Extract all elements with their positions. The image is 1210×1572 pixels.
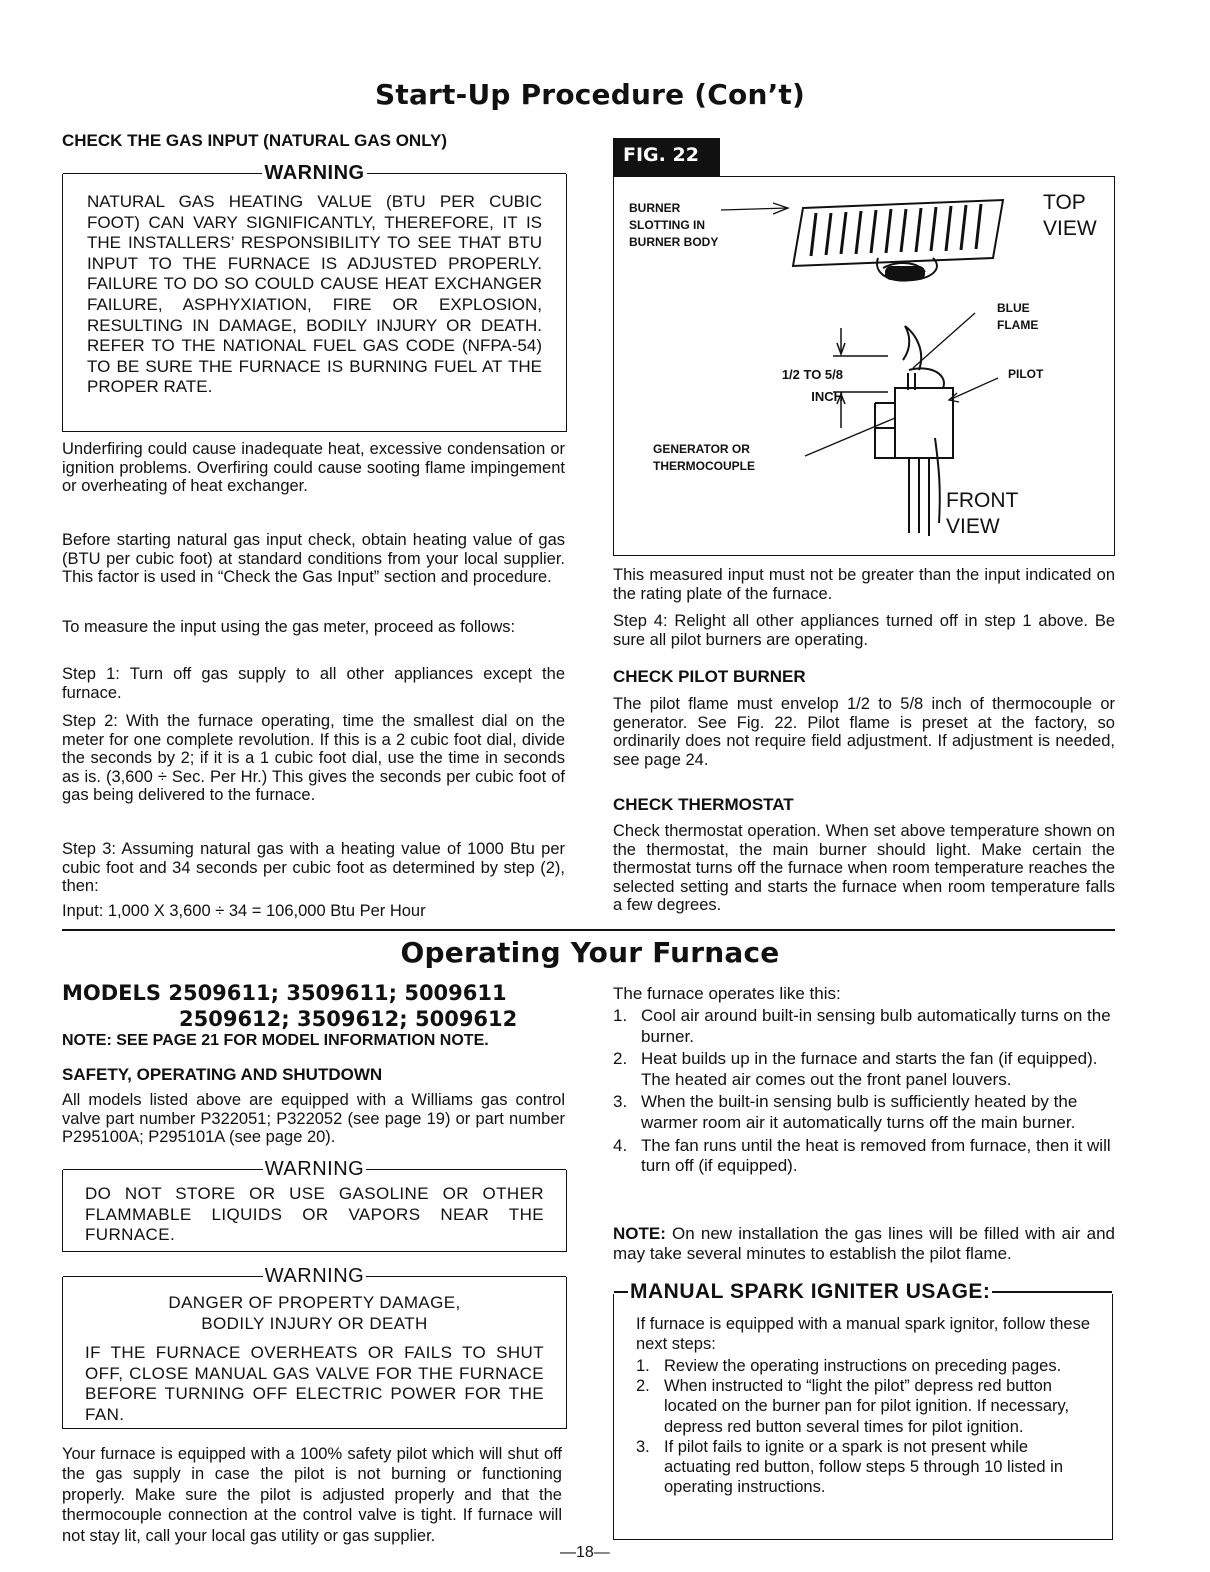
list-item: 4. The fan runs until the heat is removed from furnace, then it will turn off (if equipped). [613, 1135, 1111, 1176]
pilot-label: PILOT [1008, 367, 1044, 381]
check-thermostat-heading: CHECK THERMOSTAT [613, 795, 794, 814]
list-item: 1. Cool air around built-in sensing bulb automatically turns on the burner. [613, 1006, 1111, 1046]
list-item: 3. If pilot fails to ignite or a spark is not present while actuating red button, follow steps 5 through 10 listed in operating instructions. [636, 1437, 1064, 1497]
models-heading [62, 980, 517, 1032]
heating-value-paragraph: Before starting natural gas input check, obtain heating value of gas (BTU per cubic foot) at standard conditions from your local supplier. This factor is used in “Check the Gas Input” section and procedure. [62, 531, 565, 587]
spark-igniter-title [614, 1280, 1112, 1304]
step-1: Step 1: Turn off gas supply to all other appliances except the furnace. [62, 665, 565, 702]
warning-text: DO NOT STORE OR USE GASOLINE OR OTHER FLAMMABLE LIQUIDS OR VAPORS NEAR THE FURNACE. [85, 1184, 544, 1245]
operates-list [613, 1006, 1115, 1177]
safety-pilot-paragraph: Your furnace is equipped with a 100% safety pilot which will shut off the gas supply in case the pilot is not burning or functioning properly. Make sure the pilot is adjusted properly and that the thermocouple connection at the control valve is tight. If furnace will not stay lit, call your local gas utility or gas supplier. [62, 1445, 562, 1545]
note-text: On new installation the gas lines will be filled with air and may take several minutes to establish the pilot flame. [613, 1224, 1115, 1263]
section-divider [62, 929, 1115, 931]
measure-paragraph: To measure the input using the gas meter, proceed as follows: [62, 618, 516, 636]
step-3: Step 3: Assuming natural gas with a heating value of 1000 Btu per cubic foot and 34 seconds per cubic foot as determined by step (2), then: [62, 840, 565, 896]
check-pilot-text: The pilot flame must envelop 1/2 to 5/8 inch of thermocouple or generator. See Fig. 22. Pilot flame is preset at the factory, so ordinarily does not require field adjustment. If adjustment is needed, see page 24. [613, 695, 1115, 769]
safety-text: All models listed above are equipped with a Williams gas control valve part number P322051; P322052 (see page 19) or part number P295100A; P295101A (see page 20). [62, 1091, 565, 1147]
list-item: 1. Review the operating instructions on preceding pages. [636, 1357, 1062, 1375]
warning-title [63, 1265, 566, 1288]
spark-intro: If furnace is equipped with a manual spark ignitor, follow these next steps: [636, 1315, 1091, 1353]
front-view-label: FRONT VIEW [946, 489, 1018, 538]
warning-label: WARNING [264, 1158, 365, 1180]
warning-text: IF THE FURNACE OVERHEATS OR FAILS TO SHUT OFF, CLOSE MANUAL GAS VALVE FOR THE FURNACE BEFORE TURNING OFF ELECTRIC POWER FOR THE FAN. [85, 1343, 544, 1424]
models-line-2: 2509612; 3509612; 5009612 [179, 1007, 518, 1031]
operates-intro: The furnace operates like this: [613, 984, 841, 1003]
warning-overheat-box [62, 1265, 567, 1429]
check-thermostat-text: Check thermostat operation. When set above temperature shown on the thermostat, the main burner should light. Make certain the thermostat turns off the furnace when room temperature reaches the selected setting and starts the furnace when room temperature falls a few degrees. [613, 822, 1115, 915]
burner-slotting-label: BURNER SLOTTING IN BURNER BODY [629, 201, 719, 249]
blue-flame-label: BLUE FLAME [997, 301, 1039, 332]
gas-input-heading: CHECK THE GAS INPUT (NATURAL GAS ONLY) [62, 131, 448, 150]
figure-label-tab: FIG. 22 [613, 138, 720, 176]
generator-label: GENERATOR OR THERMOCOUPLE [653, 442, 755, 473]
warning-title [63, 1158, 566, 1181]
figure-22 [613, 138, 1115, 556]
step-2: Step 2: With the furnace operating, time the smallest dial on the meter for one complete revolution. If this is a 2 cubic foot dial, divide the seconds by 2; if it is a 1 cubic foot dial, use the time in seconds as is. (3,600 ÷ Sec. Per Hr.) This gives the seconds per cubic foot of gas being delivered to the furnace. [62, 712, 565, 805]
gas-input-warning-box [62, 162, 567, 432]
page-number: —18— [560, 1544, 610, 1561]
list-item: 3. When the built-in sensing bulb is sufficiently heated by the warmer room air it automatically turns off the main burner. [613, 1092, 1078, 1132]
list-item: 2. Heat builds up in the furnace and starts the fan (if equipped). The heated air comes out the front panel louvers. [613, 1049, 1098, 1089]
warning-label: WARNING [264, 1265, 365, 1287]
warning-text: NATURAL GAS HEATING VALUE (BTU PER CUBIC FOOT) CAN VARY SIGNIFICANTLY, THEREFORE, IT IS THE INSTALLERS’ RESPONSIBILITY TO SEE THAT BTU INPUT TO THE FURNACE IS ADJUSTED PROPERLY. FAILURE TO DO SO COULD CAUSE HEAT EXCHANGER FAILURE, ASPHYXIATION, FIRE OR EXPLOSION, RESULTING IN DAMAGE, BODILY INJURY OR DEATH. REFER TO THE NATIONAL FUEL GAS CODE (NFPA-54) TO BE SURE THE FURNACE IS BURNING FUEL AT THE PROPER RATE. [87, 192, 542, 397]
step-4: Step 4: Relight all other appliances turned off in step 1 above. Be sure all pilot burners are operating. [613, 612, 1115, 649]
top-view-label: TOP VIEW [1043, 191, 1097, 240]
list-item: 2. When instructed to “light the pilot” depress red button located on the burner pan for pilot ignition. If necessary, depress red button several times for pilot ignition. [636, 1377, 1070, 1436]
new-installation-note [613, 1224, 1115, 1264]
warning-flammable-box [62, 1158, 567, 1252]
models-line-1: MODELS 2509611; 3509611; 5009611 [62, 981, 507, 1005]
safety-heading: SAFETY, OPERATING AND SHUTDOWN [62, 1065, 383, 1084]
page-title: Start-Up Procedure (Con’t) [375, 78, 805, 111]
measurement-label: 1/2 TO 5/8 INCH [781, 367, 843, 404]
spark-steps [636, 1356, 1090, 1497]
spark-igniter-box [613, 1280, 1113, 1540]
measured-input-paragraph: This measured input must not be greater than the input indicated on the rating plate of the furnace. [613, 566, 1115, 603]
warning-danger-line-1: DANGER OF PROPERTY DAMAGE, [168, 1293, 461, 1312]
warning-danger-line-2: BODILY INJURY OR DEATH [201, 1314, 428, 1333]
model-note: NOTE: SEE PAGE 21 FOR MODEL INFORMATION NOTE. [62, 1032, 489, 1049]
note-label: NOTE: [613, 1224, 666, 1243]
underfiring-paragraph: Underfiring could cause inadequate heat, excessive condensation or ignition problems. Overfiring could cause sooting flame impingement or overheating of heat exchanger. [62, 440, 565, 496]
spark-igniter-heading: MANUAL SPARK IGNITER USAGE: [630, 1280, 991, 1303]
warning-title [63, 162, 566, 185]
check-pilot-heading: CHECK PILOT BURNER [613, 667, 806, 686]
input-formula: Input: 1,000 X 3,600 ÷ 34 = 106,000 Btu Per Hour [62, 902, 426, 920]
operating-title: Operating Your Furnace [400, 936, 780, 969]
warning-label: WARNING [264, 162, 365, 184]
